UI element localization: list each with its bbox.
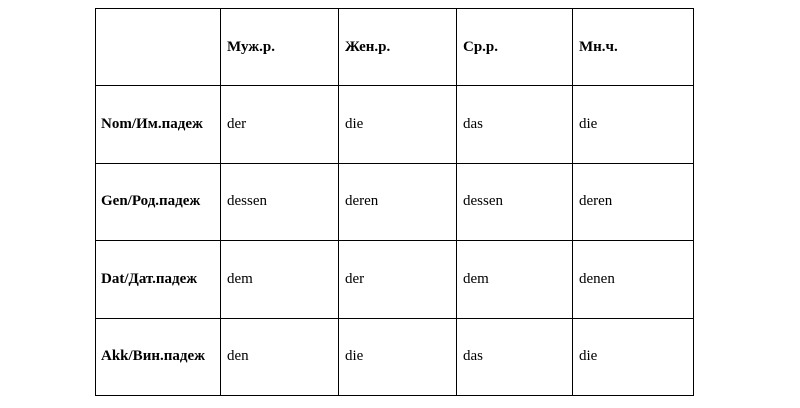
table-row xyxy=(96,163,694,240)
row-header-dative: Dat/Дат.падеж xyxy=(96,241,221,318)
table-cell: das xyxy=(457,86,573,163)
row-header-nominative: Nom/Им.падеж xyxy=(96,86,221,163)
table-cell: dem xyxy=(457,241,573,318)
table-cell: die xyxy=(339,86,457,163)
relative-pronoun-table xyxy=(95,8,694,396)
table-cell: die xyxy=(339,318,457,395)
table-row xyxy=(96,241,694,318)
table-row xyxy=(96,86,694,163)
column-header-neuter: Ср.р. xyxy=(457,9,573,86)
table-cell: denen xyxy=(573,241,694,318)
table-cell: dem xyxy=(221,241,339,318)
table-cell: die xyxy=(573,318,694,395)
table-cell: die xyxy=(573,86,694,163)
table-cell: deren xyxy=(339,163,457,240)
corner-cell xyxy=(96,9,221,86)
column-header-masculine: Муж.р. xyxy=(221,9,339,86)
column-header-feminine: Жен.р. xyxy=(339,9,457,86)
row-header-accusative: Akk/Вин.падеж xyxy=(96,318,221,395)
header-row xyxy=(96,9,694,86)
table-cell: das xyxy=(457,318,573,395)
table-cell: dessen xyxy=(221,163,339,240)
table-cell: deren xyxy=(573,163,694,240)
table-cell: der xyxy=(339,241,457,318)
table-row xyxy=(96,318,694,395)
column-header-plural: Мн.ч. xyxy=(573,9,694,86)
table-cell: den xyxy=(221,318,339,395)
row-header-genitive: Gen/Род.падеж xyxy=(96,163,221,240)
table-cell: der xyxy=(221,86,339,163)
table-cell: dessen xyxy=(457,163,573,240)
